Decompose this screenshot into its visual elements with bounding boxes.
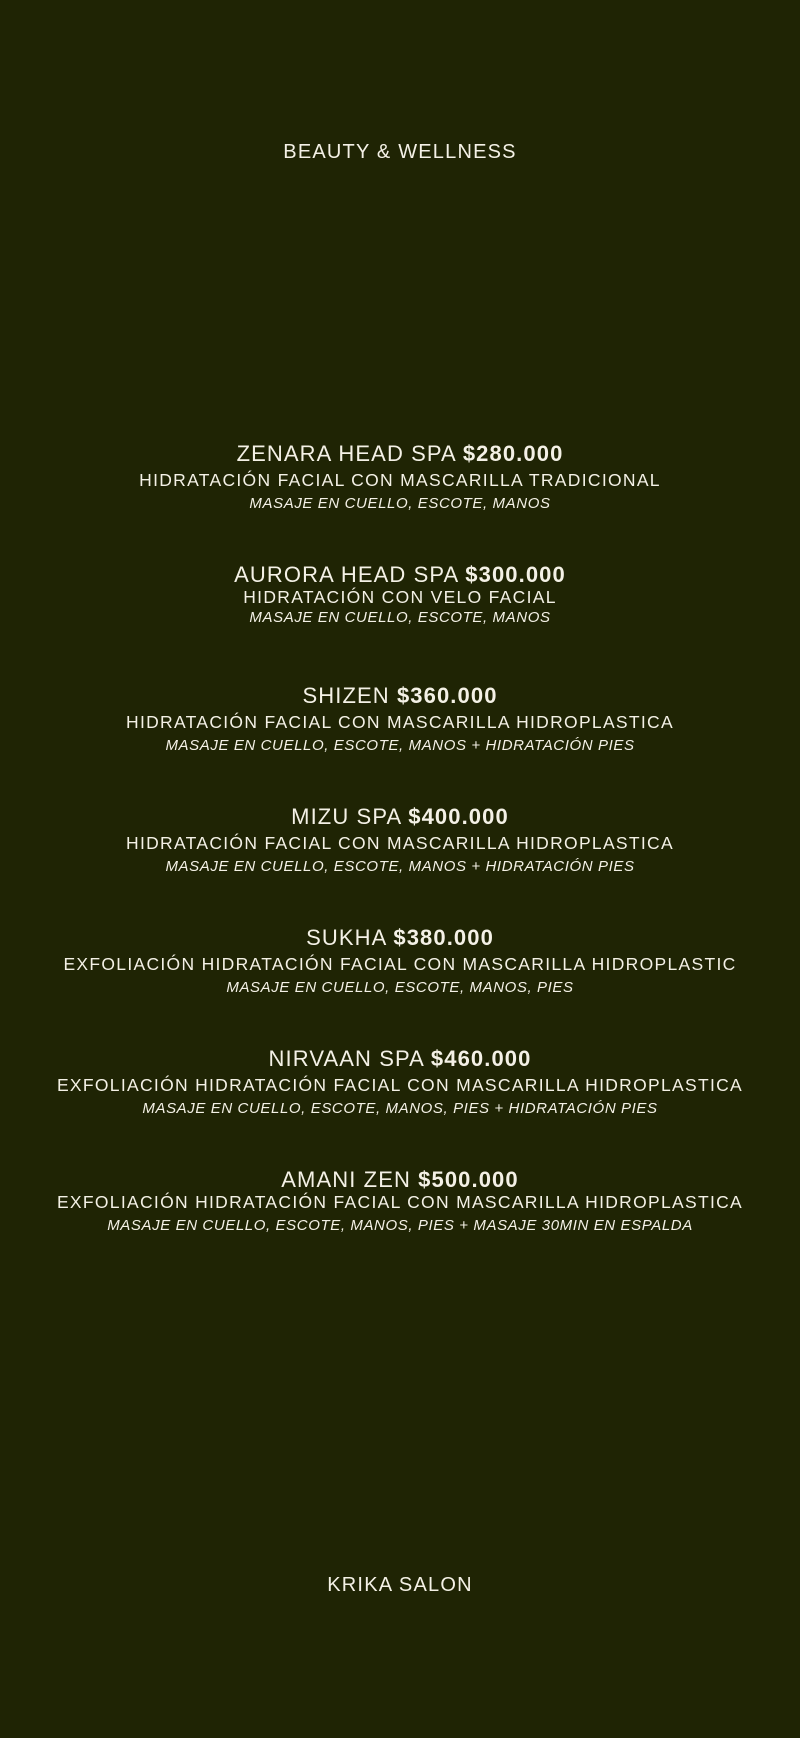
service-description: HIDRATACIÓN FACIAL CON MASCARILLA HIDROPLASTICA [126,833,674,853]
service-price: $280.000 [462,441,564,466]
service-description: EXFOLIACIÓN HIDRATACIÓN FACIAL CON MASCARILLA HIDROPLASTICA [56,1192,744,1212]
service-item-sukha [0,925,800,999]
service-description: EXFOLIACIÓN HIDRATACIÓN FACIAL CON MASCARILLA HIDROPLASTICA [56,1075,744,1095]
service-extra: MASAJE EN CUELLO, ESCOTE, MANOS + HIDRATACIÓN PIES [165,858,635,875]
service-extra: MASAJE EN CUELLO, ESCOTE, MANOS, PIES + HIDRATACIÓN PIES [142,1100,658,1117]
service-price: $460.000 [430,1046,532,1071]
service-item-mizu [0,804,800,878]
service-title: NIRVAAN SPA [268,1046,424,1071]
service-title: SHIZEN [302,683,390,708]
service-title: AURORA HEAD SPA [234,562,459,587]
service-extra: MASAJE EN CUELLO, ESCOTE, MANOS [249,495,551,512]
service-item-shizen [0,683,800,757]
service-item-amani [0,1167,800,1237]
service-item-aurora [0,562,800,629]
service-name [0,1046,800,1072]
service-extra: MASAJE EN CUELLO, ESCOTE, MANOS + HIDRATACIÓN PIES [165,737,635,754]
service-extra: MASAJE EN CUELLO, ESCOTE, MANOS, PIES [226,979,574,996]
service-item-nirvaan [0,1046,800,1120]
service-price: $360.000 [396,683,498,708]
service-description: HIDRATACIÓN CON VELO FACIAL [243,587,557,607]
service-price: $400.000 [408,804,509,829]
page-title: BEAUTY & WELLNESS [283,141,517,163]
service-name [0,925,800,951]
footer-brand: KRIKA SALON [327,1574,473,1596]
service-price: $300.000 [465,562,566,587]
service-title: MIZU SPA [291,804,402,829]
service-title: AMANI ZEN [281,1167,411,1192]
service-item-zenara [0,441,800,515]
service-extra: MASAJE EN CUELLO, ESCOTE, MANOS [249,609,551,626]
service-title: ZENARA HEAD SPA [236,441,456,466]
service-description: HIDRATACIÓN FACIAL CON MASCARILLA HIDROPLASTICA [126,712,674,732]
service-description: EXFOLIACIÓN HIDRATACIÓN FACIAL CON MASCARILLA HIDROPLASTIC [63,954,737,974]
service-title: SUKHA [306,925,387,950]
service-name [0,683,800,709]
service-name [0,804,800,830]
service-price: $380.000 [393,925,494,950]
service-price: $500.000 [418,1167,519,1192]
service-name [0,441,800,467]
service-extra: MASAJE EN CUELLO, ESCOTE, MANOS, PIES + MASAJE 30MIN EN ESPALDA [107,1217,693,1234]
service-description: HIDRATACIÓN FACIAL CON MASCARILLA TRADICIONAL [139,470,661,490]
